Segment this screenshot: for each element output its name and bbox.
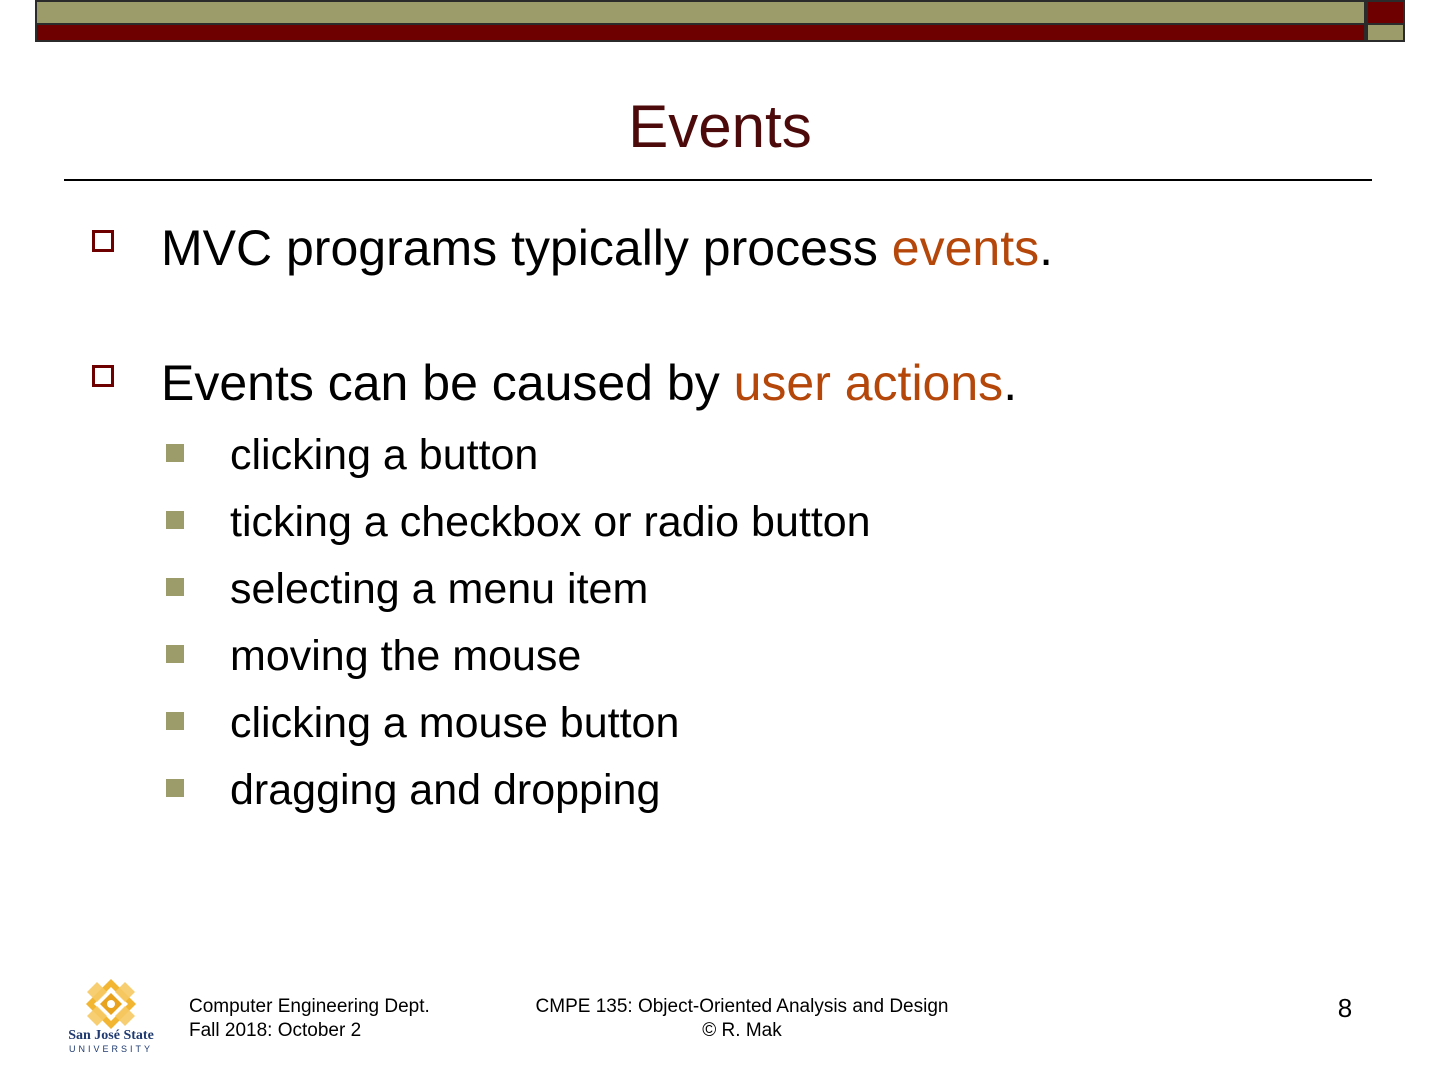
header-corner-maroon — [1366, 0, 1405, 25]
hollow-square-bullet-icon — [92, 230, 114, 252]
sub-bullet-list — [162, 425, 1362, 827]
footer-department: Computer Engineering Dept. Fall 2018: October 2 — [189, 996, 430, 1041]
sub-bullet-item: moving the mouse — [162, 626, 1362, 693]
header-corner-olive — [1366, 25, 1405, 42]
university-logo: San José State UNIVERSITY — [66, 978, 156, 1056]
sub-bullet-item: selecting a menu item — [162, 559, 1362, 626]
highlight-term: events — [891, 220, 1040, 276]
header-maroon-bar — [35, 25, 1366, 42]
sjsu-seal-icon — [66, 978, 156, 1030]
filled-square-bullet-icon — [166, 578, 184, 596]
hollow-square-bullet-icon — [92, 365, 114, 387]
bullet-text: MVC programs typically process events. — [161, 220, 1053, 276]
filled-square-bullet-icon — [166, 511, 184, 529]
filled-square-bullet-icon — [166, 645, 184, 663]
highlight-term: user actions — [733, 355, 1004, 411]
slide-title: Events — [628, 93, 812, 160]
title-divider — [64, 179, 1372, 181]
header-olive-bar — [35, 0, 1366, 25]
filled-square-bullet-icon — [166, 444, 184, 462]
sub-bullet-item: clicking a mouse button — [162, 693, 1362, 760]
filled-square-bullet-icon — [166, 712, 184, 730]
page-number: 8 — [1337, 993, 1353, 1023]
sub-bullet-item: dragging and dropping — [162, 760, 1362, 827]
sub-bullet-item: clicking a button — [162, 425, 1362, 492]
footer-course: CMPE 135: Object-Oriented Analysis and Design © R. Mak — [535, 996, 949, 1041]
filled-square-bullet-icon — [166, 779, 184, 797]
sub-bullet-item: ticking a checkbox or radio button — [162, 492, 1362, 559]
bullet-text: Events can be caused by user actions. — [161, 355, 1018, 411]
